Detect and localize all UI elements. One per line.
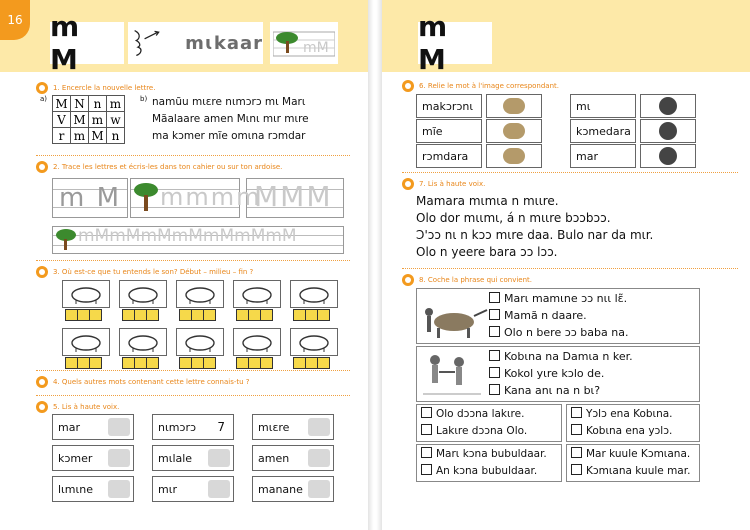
match-picture-icon (659, 147, 677, 165)
left-page (0, 0, 368, 530)
dragonfly-picture (290, 328, 338, 356)
grid-cell[interactable]: w (107, 112, 125, 128)
option-text: Mar kuule Kɔmɩana. (586, 448, 691, 460)
trace-model-letters: m M (59, 183, 122, 213)
match-word-left[interactable] (416, 119, 482, 143)
ex7-line-2: Olo dor mɩɩmɩ, á n mɩɩre bɔɔbɔɔ. (416, 211, 611, 225)
word-card (152, 445, 234, 471)
position-box[interactable] (146, 357, 159, 369)
ex8-b-option-1[interactable] (489, 348, 633, 365)
position-box[interactable] (203, 357, 216, 369)
camel-icon (66, 283, 106, 305)
grid-cell[interactable]: N (71, 96, 89, 112)
match-word-text: makɔrɔnɩ (422, 99, 474, 113)
position-box[interactable] (317, 309, 330, 321)
match-word-right[interactable] (570, 119, 636, 143)
grid-cell[interactable]: n (107, 128, 125, 144)
trace-letters-m: mmmm (160, 183, 262, 211)
book-icon (36, 401, 48, 413)
checkbox[interactable] (489, 326, 500, 337)
match-picture-right[interactable] (640, 144, 696, 168)
separator (36, 370, 350, 371)
tweezers-icon (294, 283, 334, 305)
word-card (152, 476, 234, 502)
tree-icon (55, 227, 77, 251)
farm-scene-icon (419, 292, 489, 340)
ex5-title: 5. Lis à haute voix. (53, 403, 120, 411)
trace-model (52, 178, 128, 218)
match-picture-left[interactable] (486, 94, 542, 118)
book-icon (402, 80, 414, 92)
ex2-title: 2. Trace les lettres et écris-les dans ton cahier ou sur ton ardoise. (53, 163, 283, 171)
match-word-text: rɔmdara (422, 149, 469, 163)
match-picture-right[interactable] (640, 94, 696, 118)
ex8-small-option[interactable] (571, 406, 673, 423)
position-boxes (237, 357, 273, 369)
fish-picture (119, 328, 167, 356)
ex8-small-box (416, 444, 562, 482)
trace-letters-row: mMmMmMmMmMmMmM (78, 226, 297, 246)
word-text: amen (258, 451, 290, 465)
svg-text:mM: mM (303, 40, 329, 56)
ex8-heading (402, 274, 532, 286)
tree-icon (133, 181, 159, 213)
ex8-small-option[interactable] (571, 423, 672, 440)
word-picture-icon (308, 449, 330, 467)
match-picture-icon (503, 148, 525, 164)
owl-picture (233, 328, 281, 356)
ex7-line-4: Olo n yeere bara ɔɔ lɔɔ. (416, 245, 558, 259)
option-text: Lakɩre dɔɔna Olo. (436, 425, 528, 437)
match-word-left[interactable] (416, 144, 482, 168)
position-box[interactable] (203, 309, 216, 321)
checkbox[interactable] (571, 447, 582, 458)
position-boxes (123, 309, 159, 321)
grid-cell[interactable]: r (53, 128, 71, 144)
ex6-heading (402, 80, 559, 92)
ex2-heading (36, 161, 282, 173)
checkbox[interactable] (489, 367, 500, 378)
camel-picture (62, 280, 110, 308)
position-box[interactable] (260, 357, 273, 369)
ex8-small-option[interactable] (421, 406, 524, 423)
owl-icon (237, 331, 277, 353)
position-boxes (294, 309, 330, 321)
ex8-b-option-2[interactable] (489, 365, 604, 382)
checkbox[interactable] (571, 464, 582, 475)
tree-icon (273, 26, 335, 60)
hyena-icon (123, 283, 163, 305)
position-boxes (180, 357, 216, 369)
ex8-a-option-2[interactable] (489, 307, 587, 324)
ex4-title: 4. Quels autres mots contenant cette lettre connais-tu ? (53, 378, 250, 386)
ex8-small-option[interactable] (421, 463, 537, 480)
fish-icon (123, 331, 163, 353)
word-card (52, 476, 134, 502)
bat-picture (176, 280, 224, 308)
position-boxes (237, 309, 273, 321)
horn-icon (237, 283, 277, 305)
option-text: Olo n bere ɔɔ baba na. (504, 326, 629, 339)
grid-cell[interactable]: m (107, 96, 125, 112)
padlock-icon (66, 331, 106, 353)
mouth-icon (128, 24, 161, 62)
checkbox[interactable] (489, 350, 500, 361)
match-word-right[interactable] (570, 94, 636, 118)
ex7-line-1: Mamara mɩmɩa n mɩɩre. (416, 194, 559, 208)
ex8-small-option[interactable] (571, 446, 690, 463)
ex8-small-box (566, 404, 700, 442)
position-boxes (180, 309, 216, 321)
word-number: 7 (217, 420, 225, 434)
ex1-label-a: a) (40, 95, 48, 103)
word-text: mɩɛre (258, 420, 290, 434)
book-icon (402, 274, 414, 286)
option-text: Kokol yɩre kɔlo de. (504, 367, 605, 380)
position-box[interactable] (317, 357, 330, 369)
grid-cell[interactable]: m (89, 112, 107, 128)
checkbox[interactable] (421, 424, 432, 435)
ex8-small-box (566, 444, 700, 482)
word-text: nɩmɔrɔ (158, 420, 197, 434)
ex8-b-option-3[interactable] (489, 382, 600, 399)
grid-cell[interactable]: M (89, 128, 107, 144)
star-icon (36, 376, 48, 388)
word-card (52, 414, 134, 440)
ex8-small-option[interactable] (421, 423, 527, 440)
ex8-group-a (416, 288, 700, 344)
option-text: Olo dɔɔna lakɩre. (436, 408, 525, 420)
hedgehog-icon (180, 331, 220, 353)
match-picture-left[interactable] (486, 119, 542, 143)
ex1-line-1: namũu mɩɛre nɩmɔrɔ mɩ Marɩ (152, 96, 306, 108)
letters-title: m M (418, 10, 452, 76)
separator (36, 155, 350, 156)
checkbox[interactable] (489, 384, 500, 395)
header-word-box (128, 22, 263, 64)
grid-cell[interactable]: M (71, 112, 89, 128)
word-picture-icon (208, 449, 230, 467)
match-word-text: mar (576, 149, 598, 163)
option-text: An kɔna bubuldaar. (436, 465, 538, 477)
grid-cell[interactable]: M (53, 96, 71, 112)
checkbox[interactable] (421, 407, 432, 418)
letter-box (50, 10, 124, 76)
ex1-line-2: Mãalaare amen Mɩnɩ mɩr mɩre (152, 113, 309, 125)
ex1-heading (36, 82, 155, 94)
word-picture-icon (308, 418, 330, 436)
hyena-picture (119, 280, 167, 308)
ex1-label-b: b) (140, 95, 148, 103)
separator (402, 268, 738, 269)
bat-icon (180, 283, 220, 305)
option-text: Kobɩna na Damɩa n ker. (504, 350, 633, 363)
ex8-small-option[interactable] (421, 446, 547, 463)
option-text: Kɔmɩana kuule mar. (586, 465, 691, 477)
word-picture-icon (108, 480, 130, 498)
ex7-line-3: Ɔ'ɔɔ nɩ n kɔɔ mɩre daa. Bulo nar da mɩr. (416, 228, 654, 242)
option-text: Kana anɩ na n bɩ? (504, 384, 601, 397)
word-card (52, 445, 134, 471)
right-page (382, 0, 750, 530)
word-card (252, 414, 334, 440)
position-box[interactable] (260, 309, 273, 321)
ex8-a-option-3[interactable] (489, 324, 628, 341)
separator (36, 260, 350, 261)
ex1-line-3: ma kɔmer mĩe omɩna rɔmdar (152, 130, 306, 142)
option-text: Marɩ kɔna bubuldaar. (436, 448, 547, 460)
ex8-group-b (416, 346, 700, 402)
word-picture-icon (108, 418, 130, 436)
match-picture-right[interactable] (640, 119, 696, 143)
checkbox[interactable] (489, 309, 500, 320)
ex3-heading (36, 266, 253, 278)
match-word-text: mɩ (576, 99, 591, 113)
position-boxes (123, 357, 159, 369)
word-picture-icon (308, 480, 330, 498)
padlock-picture (62, 328, 110, 356)
checkbox[interactable] (489, 292, 500, 303)
word-text: kɔmer (58, 451, 93, 465)
ex8-small-option[interactable] (571, 463, 690, 480)
letter-grid (52, 95, 125, 144)
page-gutter (368, 0, 382, 530)
dragonfly-icon (294, 331, 334, 353)
match-picture-icon (659, 122, 677, 140)
ex7-title: 7. Lis à haute voix. (419, 180, 486, 188)
match-picture-icon (503, 98, 525, 114)
ex4-heading (36, 376, 250, 388)
option-text: Mamã n daare. (504, 309, 587, 322)
word-text: manane (258, 482, 303, 496)
match-word-left[interactable] (416, 94, 482, 118)
letters-title: m M (50, 10, 84, 76)
ex3-title: 3. Où est-ce que tu entends le son? Début – milieu – fin ? (53, 268, 254, 276)
checkbox[interactable] (421, 464, 432, 475)
tweezers-picture (290, 280, 338, 308)
position-box[interactable] (146, 309, 159, 321)
match-word-right[interactable] (570, 144, 636, 168)
grid-cell[interactable]: m (71, 128, 89, 144)
page-number: 16 (0, 0, 30, 40)
word-text: mɩlale (158, 451, 193, 465)
position-boxes (66, 357, 102, 369)
position-boxes (294, 357, 330, 369)
option-text: Kobɩna ena yɔlɔ. (586, 425, 673, 437)
position-box[interactable] (89, 357, 102, 369)
horn-picture (233, 280, 281, 308)
cloud-icon (36, 161, 48, 173)
hedgehog-picture (176, 328, 224, 356)
checkbox[interactable] (571, 424, 582, 435)
match-word-text: mĩe (422, 124, 443, 138)
grid-cell[interactable]: n (89, 96, 107, 112)
ex5-heading (36, 401, 119, 413)
book-icon (402, 178, 414, 190)
option-text: Marɩ mamɩne ɔɔ nɩɩ lɛ̃. (504, 292, 628, 305)
word-picture-icon (108, 449, 130, 467)
ex6-title: 6. Relie le mot à l'image correspondant. (419, 82, 560, 90)
word-card (252, 445, 334, 471)
position-boxes (66, 309, 102, 321)
word-card (252, 476, 334, 502)
option-text: Yɔlɔ ena Kobɩna. (586, 408, 673, 420)
letter-box (418, 10, 492, 76)
children-scene-icon (419, 350, 485, 398)
word-text: mɩr (158, 482, 177, 496)
word-picture-icon (208, 480, 230, 498)
ear-icon (36, 266, 48, 278)
position-box[interactable] (89, 309, 102, 321)
separator (402, 172, 738, 173)
ex8-small-box (416, 404, 562, 442)
match-picture-left[interactable] (486, 144, 542, 168)
ex8-title: 8. Coche la phrase qui convient. (419, 276, 532, 284)
match-word-text: kɔmedara (576, 124, 631, 138)
match-picture-icon (659, 97, 677, 115)
word-card (152, 414, 234, 440)
header-picture (270, 22, 338, 64)
match-picture-icon (503, 123, 525, 139)
ex7-heading (402, 178, 485, 190)
word-text: mar (58, 420, 80, 434)
word-text: lɩmɩne (58, 482, 93, 496)
grid-cell[interactable]: V (53, 112, 71, 128)
checkbox[interactable] (421, 447, 432, 458)
ex1-title: 1. Encercle la nouvelle lettre. (53, 84, 156, 92)
ex8-a-option-1[interactable] (489, 290, 627, 307)
checkbox[interactable] (571, 407, 582, 418)
header-word: mɩkaar (185, 32, 263, 54)
separator (36, 395, 350, 396)
trace-letters-M: MMM (254, 180, 333, 213)
